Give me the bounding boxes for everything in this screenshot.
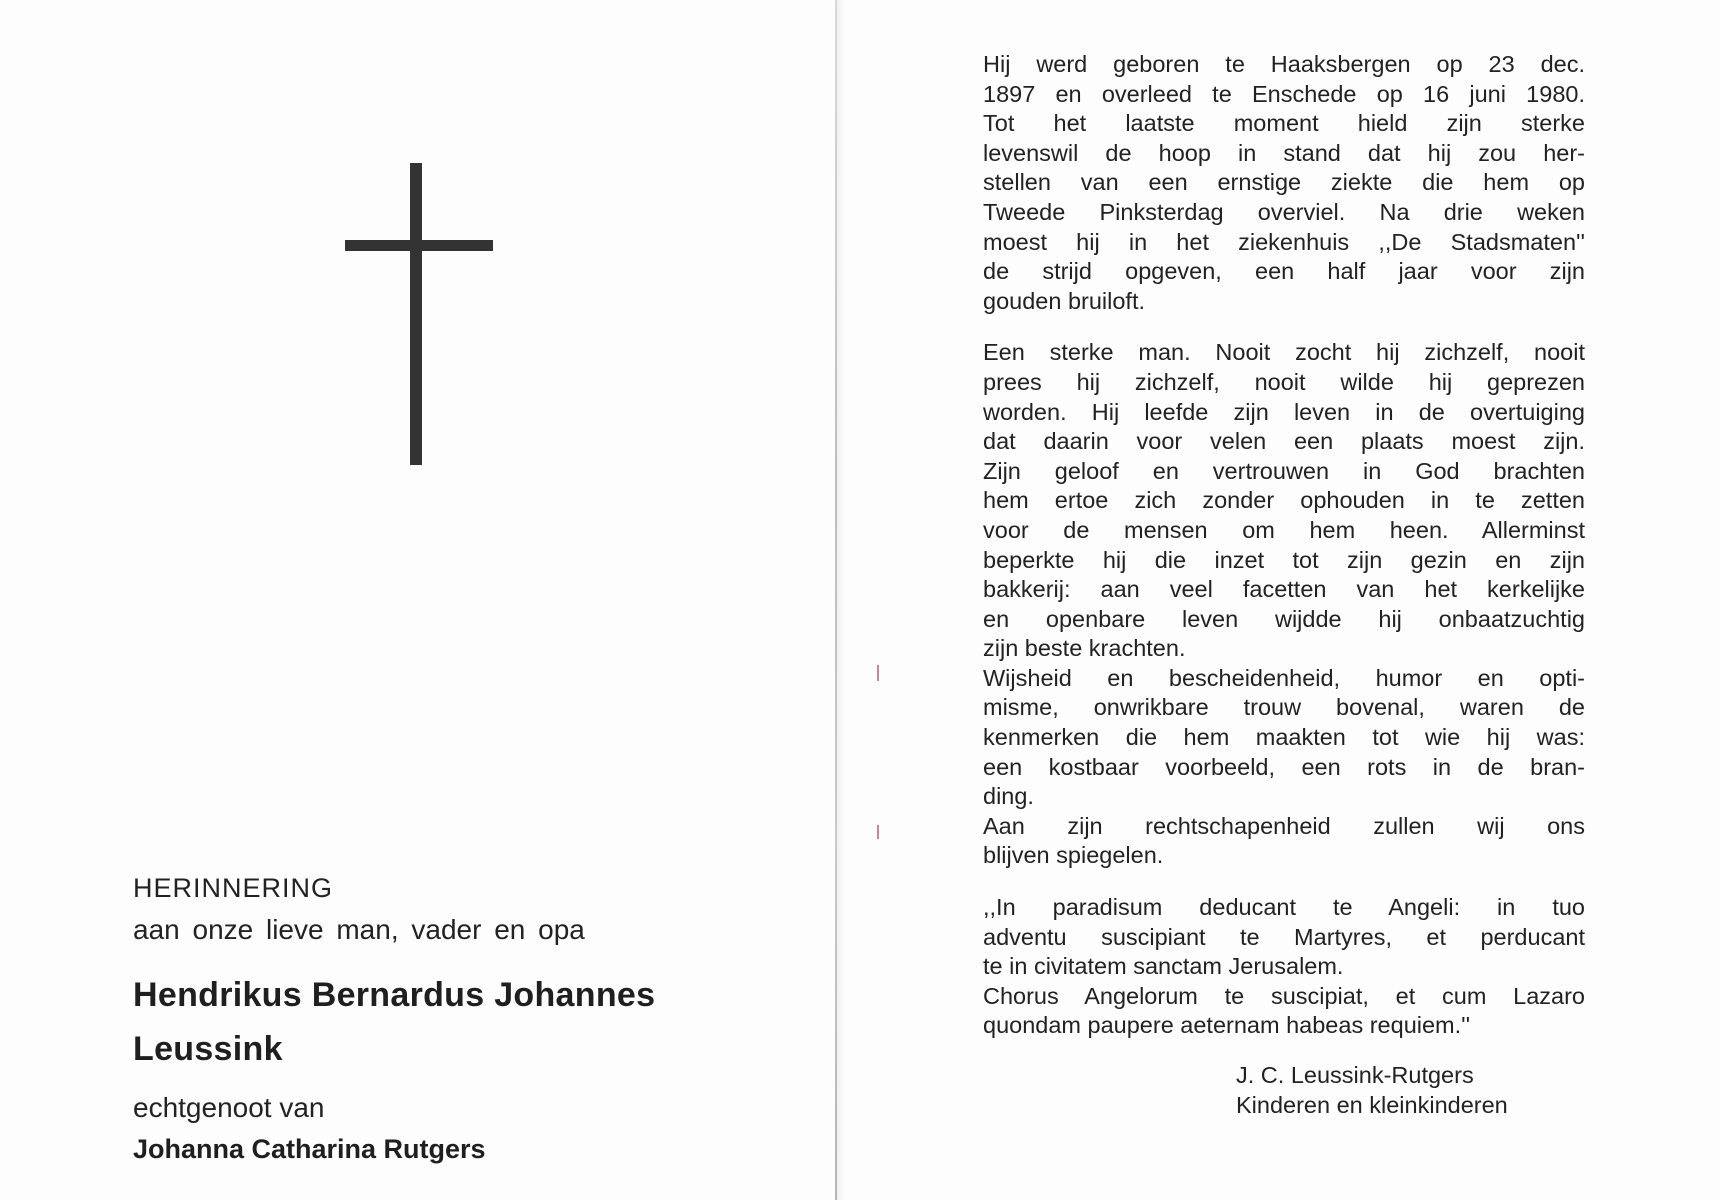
text-line: Tot het laatste moment hield zijn sterke <box>983 110 1585 137</box>
text-line: 1897 en overleed te Enschede op 16 juni 1980. <box>983 80 1585 107</box>
character-paragraph <box>983 338 1585 871</box>
left-panel-text <box>133 873 773 1165</box>
text-line: beperkte hij die inzet tot zijn gezin en zijn <box>983 546 1585 573</box>
text-line: ding. <box>983 783 1034 810</box>
text-line: misme, onwrikbare trouw bovenal, waren de <box>983 694 1585 721</box>
text-line: dat daarin voor velen een plaats moest zijn. <box>983 428 1585 455</box>
dedication-line: aan onze lieve man, vader en opa <box>133 914 585 945</box>
deceased-name <box>133 968 773 1076</box>
fold-shadow <box>837 0 845 1200</box>
latin-prayer <box>983 893 1585 1041</box>
text-line: een kostbaar voorbeeld, een rots in de bran- <box>983 753 1585 780</box>
text-line: Tweede Pinksterdag overviel. Na drie weken <box>983 198 1585 225</box>
text-line: Zijn geloof en vertrouwen in God brachten <box>983 457 1585 484</box>
text-line: gouden bruiloft. <box>983 287 1146 314</box>
spouse-name: Johanna Catharina Rutgers <box>133 1134 486 1164</box>
biography-paragraph <box>983 50 1585 316</box>
cross-horizontal-bar <box>345 240 493 251</box>
text-line: adventu suscipiant te Martyres, et perducant <box>983 923 1585 950</box>
text-line: kenmerken die hem maakten tot wie hij was: <box>983 724 1585 751</box>
deceased-name-line-1: Hendrikus Bernardus Johannes <box>133 976 656 1014</box>
signature-line-1: J. C. Leussink-Rutgers <box>1236 1062 1474 1088</box>
text-line: hem ertoe zich zonder ophouden in te zetten <box>983 487 1585 514</box>
text-line: te in civitatem sanctam Jerusalem. <box>983 953 1344 980</box>
paragraph-gap <box>983 316 1585 338</box>
text-line: ,,In paradisum deducant te Angeli: in tuo <box>983 894 1585 921</box>
cross-icon <box>345 163 493 465</box>
cross-vertical-bar <box>410 163 422 465</box>
text-line: Aan zijn rechtschapenheid zullen wij ons <box>983 812 1585 839</box>
text-line: blijven spiegelen. <box>983 842 1164 869</box>
text-line: worden. Hij leefde zijn leven in de overtuiging <box>983 398 1585 425</box>
stray-mark <box>877 665 879 681</box>
text-line: Een sterke man. Nooit zocht hij zichzelf, nooit <box>983 339 1585 366</box>
text-line: levenswil de hoop in stand dat hij zou her- <box>983 139 1585 166</box>
text-line: Chorus Angelorum te suscipiat, et cum Lazaro <box>983 982 1585 1009</box>
signature-block <box>1236 1060 1508 1120</box>
signature-line-2: Kinderen en kleinkinderen <box>1236 1092 1508 1118</box>
text-line: stellen van een ernstige ziekte die hem op <box>983 169 1585 196</box>
text-line: prees hij zichzelf, nooit wilde hij geprezen <box>983 368 1585 395</box>
text-line: bakkerij: aan veel facetten van het kerkelijke <box>983 576 1585 603</box>
text-line: zijn beste krachten. <box>983 635 1186 662</box>
text-line: moest hij in het ziekenhuis ,,De Stadsmaten'' <box>983 228 1585 255</box>
text-line: voor de mensen om hem heen. Allerminst <box>983 516 1585 543</box>
text-line: Hij werd geboren te Haaksbergen op 23 dec. <box>983 51 1585 77</box>
text-line: quondam paupere aeternam habeas requiem.'' <box>983 1012 1471 1039</box>
spouse-label: echtgenoot van <box>133 1092 325 1123</box>
paragraph-gap <box>983 871 1585 893</box>
heading: HERINNERING <box>133 873 334 903</box>
text-line: Wijsheid en bescheidenheid, humor en opti- <box>983 664 1585 691</box>
text-line: en openbare leven wijdde hij onbaatzuchtig <box>983 605 1585 632</box>
text-line: de strijd opgeven, een half jaar voor zijn <box>983 258 1585 285</box>
deceased-name-line-2: Leussink <box>133 1030 283 1068</box>
right-panel-text <box>983 50 1585 1041</box>
stray-mark <box>877 825 879 839</box>
